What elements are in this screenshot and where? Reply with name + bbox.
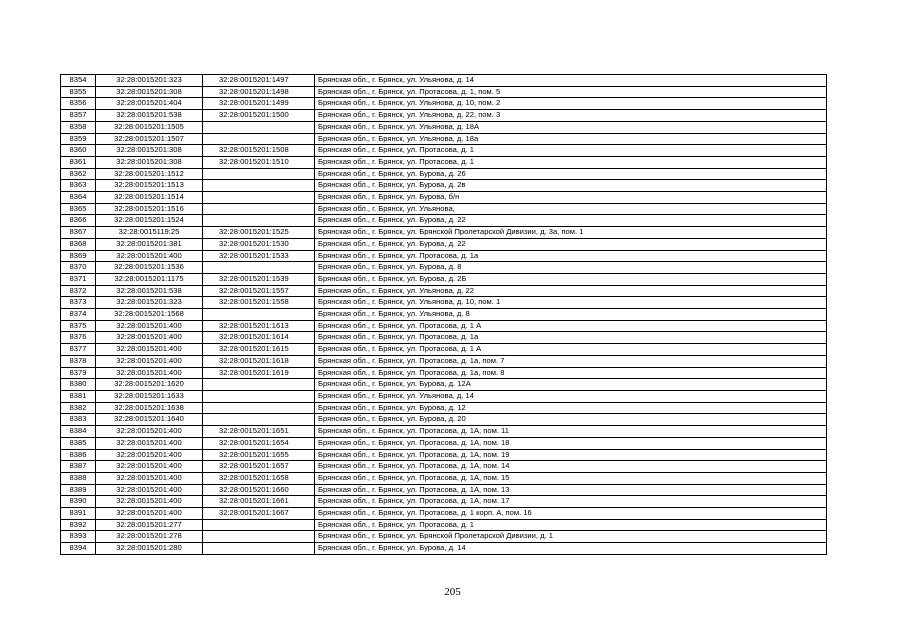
address-cell: Брянская обл., г. Брянск, ул. Ульянова, д. 18А (315, 121, 827, 133)
table-row (61, 180, 827, 192)
cadastral-number-cell: 32:28:0015201:1516 (96, 203, 203, 215)
table-row (61, 86, 827, 98)
address-cell: Брянская обл., г. Брянск, ул. Протасова, д. 1а (315, 250, 827, 262)
row-number-cell: 8367 (61, 227, 96, 239)
row-number-cell: 8384 (61, 426, 96, 438)
registry-table-body (61, 75, 827, 555)
address-cell: Брянская обл., г. Брянск, ул. Протасова, д. 1А, пом. 19 (315, 449, 827, 461)
row-number-cell: 8380 (61, 379, 96, 391)
related-cadastral-number-cell (203, 180, 315, 192)
related-cadastral-number-cell: 32:28:0015201:1497 (203, 75, 315, 87)
cadastral-number-cell: 32:28:0015201:400 (96, 426, 203, 438)
cadastral-number-cell: 32:28:0015201:400 (96, 484, 203, 496)
table-row (61, 332, 827, 344)
cadastral-number-cell: 32:28:0015201:1633 (96, 390, 203, 402)
row-number-cell: 8382 (61, 402, 96, 414)
related-cadastral-number-cell: 32:28:0015201:1557 (203, 285, 315, 297)
related-cadastral-number-cell (203, 215, 315, 227)
address-cell: Брянская обл., г. Брянск, ул. Бурова, д. 12А (315, 379, 827, 391)
table-row (61, 355, 827, 367)
row-number-cell: 8381 (61, 390, 96, 402)
row-number-cell: 8371 (61, 273, 96, 285)
address-cell: Брянская обл., г. Брянск, ул. Бурова, д. 12 (315, 402, 827, 414)
cadastral-number-cell: 32:28:0015201:381 (96, 238, 203, 250)
row-number-cell: 8376 (61, 332, 96, 344)
row-number-cell: 8360 (61, 145, 96, 157)
related-cadastral-number-cell: 32:28:0015201:1530 (203, 238, 315, 250)
table-row (61, 484, 827, 496)
row-number-cell: 8366 (61, 215, 96, 227)
related-cadastral-number-cell: 32:28:0015201:1613 (203, 320, 315, 332)
row-number-cell: 8391 (61, 508, 96, 520)
table-row (61, 133, 827, 145)
related-cadastral-number-cell (203, 414, 315, 426)
row-number-cell: 8373 (61, 297, 96, 309)
address-cell: Брянская обл., г. Брянск, ул. Протасова, д. 1А, пом. 11 (315, 426, 827, 438)
table-row (61, 121, 827, 133)
cadastral-number-cell: 32:28:0015201:400 (96, 250, 203, 262)
row-number-cell: 8368 (61, 238, 96, 250)
table-row (61, 145, 827, 157)
table-row (61, 543, 827, 555)
row-number-cell: 8383 (61, 414, 96, 426)
table-row (61, 285, 827, 297)
table-row (61, 192, 827, 204)
related-cadastral-number-cell (203, 203, 315, 215)
table-row (61, 320, 827, 332)
cadastral-registry-table (60, 74, 827, 555)
related-cadastral-number-cell (203, 543, 315, 555)
address-cell: Брянская обл., г. Брянск, ул. Протасова, д. 1А, пом. 15 (315, 472, 827, 484)
row-number-cell: 8362 (61, 168, 96, 180)
related-cadastral-number-cell: 32:28:0015201:1657 (203, 461, 315, 473)
row-number-cell: 8354 (61, 75, 96, 87)
address-cell: Брянская обл., г. Брянск, ул. Протасова, д. 1 корп. А, пом. 16 (315, 508, 827, 520)
table-row (61, 98, 827, 110)
address-cell: Брянская обл., г. Брянск, ул. Бурова, д. 20 (315, 414, 827, 426)
address-cell: Брянская обл., г. Брянск, ул. Протасова, д. 1а (315, 332, 827, 344)
address-cell: Брянская обл., г. Брянск, ул. Бурова, д. 2Б (315, 273, 827, 285)
table-row (61, 508, 827, 520)
address-cell: Брянская обл., г. Брянск, ул. Протасова, д. 1 (315, 519, 827, 531)
related-cadastral-number-cell: 32:28:0015201:1654 (203, 437, 315, 449)
address-cell: Брянская обл., г. Брянск, ул. Бурова, д. 22 (315, 215, 827, 227)
related-cadastral-number-cell (203, 402, 315, 414)
cadastral-number-cell: 32:28:0015201:1640 (96, 414, 203, 426)
row-number-cell: 8357 (61, 110, 96, 122)
cadastral-number-cell: 32:28:0015201:1505 (96, 121, 203, 133)
row-number-cell: 8374 (61, 309, 96, 321)
address-cell: Брянская обл., г. Брянск, ул. Протасова, д. 1, пом. 5 (315, 86, 827, 98)
cadastral-number-cell: 32:28:0015201:1620 (96, 379, 203, 391)
row-number-cell: 8393 (61, 531, 96, 543)
table-row (61, 531, 827, 543)
cadastral-number-cell: 32:28:0015201:400 (96, 355, 203, 367)
related-cadastral-number-cell (203, 168, 315, 180)
related-cadastral-number-cell: 32:28:0015201:1618 (203, 355, 315, 367)
table-row (61, 496, 827, 508)
address-cell: Брянская обл., г. Брянск, ул. Бурова, д. 26 (315, 168, 827, 180)
cadastral-number-cell: 32:28:0015201:538 (96, 110, 203, 122)
related-cadastral-number-cell: 32:28:0015201:1660 (203, 484, 315, 496)
related-cadastral-number-cell: 32:28:0015201:1500 (203, 110, 315, 122)
row-number-cell: 8378 (61, 355, 96, 367)
address-cell: Брянская обл., г. Брянск, ул. Протасова, д. 1А, пом. 18 (315, 437, 827, 449)
cadastral-number-cell: 32:28:0015201:1507 (96, 133, 203, 145)
row-number-cell: 8389 (61, 484, 96, 496)
related-cadastral-number-cell: 32:28:0015201:1619 (203, 367, 315, 379)
row-number-cell: 8375 (61, 320, 96, 332)
row-number-cell: 8370 (61, 262, 96, 274)
table-row (61, 426, 827, 438)
address-cell: Брянская обл., г. Брянск, ул. Протасова, д. 1 А (315, 344, 827, 356)
table-row (61, 390, 827, 402)
cadastral-number-cell: 32:28:0015201:1175 (96, 273, 203, 285)
address-cell: Брянская обл., г. Брянск, ул. Ульянова, д. 22 (315, 285, 827, 297)
cadastral-number-cell: 32:28:0015201:1568 (96, 309, 203, 321)
table-row (61, 238, 827, 250)
table-row (61, 156, 827, 168)
cadastral-number-cell: 32:28:0015201:400 (96, 332, 203, 344)
related-cadastral-number-cell (203, 262, 315, 274)
address-cell: Брянская обл., г. Брянск, ул. Брянской Пролетарской Дивизии, д. 1 (315, 531, 827, 543)
row-number-cell: 8379 (61, 367, 96, 379)
address-cell: Брянская обл., г. Брянск, ул. Протасова, д. 1А, пом. 17 (315, 496, 827, 508)
related-cadastral-number-cell: 32:28:0015201:1539 (203, 273, 315, 285)
table-row (61, 273, 827, 285)
cadastral-number-cell: 32:28:0015201:400 (96, 472, 203, 484)
row-number-cell: 8369 (61, 250, 96, 262)
table-row (61, 297, 827, 309)
page-number: 205 (444, 586, 461, 598)
related-cadastral-number-cell (203, 133, 315, 145)
related-cadastral-number-cell: 32:28:0015201:1508 (203, 145, 315, 157)
address-cell: Брянская обл., г. Брянск, ул. Протасова, д. 1 А (315, 320, 827, 332)
cadastral-number-cell: 32:28:0015201:1514 (96, 192, 203, 204)
table-row (61, 215, 827, 227)
row-number-cell: 8377 (61, 344, 96, 356)
row-number-cell: 8365 (61, 203, 96, 215)
address-cell: Брянская обл., г. Брянск, ул. Бурова, д. 14 (315, 543, 827, 555)
related-cadastral-number-cell: 32:28:0015201:1498 (203, 86, 315, 98)
table-row (61, 461, 827, 473)
related-cadastral-number-cell (203, 309, 315, 321)
related-cadastral-number-cell: 32:28:0015201:1614 (203, 332, 315, 344)
cadastral-number-cell: 32:28:0015201:308 (96, 156, 203, 168)
cadastral-number-cell: 32:28:0015201:280 (96, 543, 203, 555)
row-number-cell: 8385 (61, 437, 96, 449)
row-number-cell: 8355 (61, 86, 96, 98)
table-row (61, 449, 827, 461)
address-cell: Брянская обл., г. Брянск, ул. Ульянова, д. 18а (315, 133, 827, 145)
cadastral-number-cell: 32:28:0015119:25 (96, 227, 203, 239)
related-cadastral-number-cell: 32:28:0015201:1661 (203, 496, 315, 508)
address-cell: Брянская обл., г. Брянск, ул. Протасова, д. 1а, пом. 7 (315, 355, 827, 367)
cadastral-number-cell: 32:28:0015201:323 (96, 297, 203, 309)
cadastral-number-cell: 32:28:0015201:1513 (96, 180, 203, 192)
cadastral-number-cell: 32:28:0015201:1524 (96, 215, 203, 227)
cadastral-number-cell: 32:28:0015201:277 (96, 519, 203, 531)
address-cell: Брянская обл., г. Брянск, ул. Ульянова, д. 10, пом. 1 (315, 297, 827, 309)
cadastral-number-cell: 32:28:0015201:278 (96, 531, 203, 543)
cadastral-number-cell: 32:28:0015201:323 (96, 75, 203, 87)
cadastral-number-cell: 32:28:0015201:400 (96, 461, 203, 473)
table-row (61, 168, 827, 180)
row-number-cell: 8363 (61, 180, 96, 192)
cadastral-number-cell: 32:28:0015201:404 (96, 98, 203, 110)
address-cell: Брянская обл., г. Брянск, ул. Протасова, д. 1А, пом. 13 (315, 484, 827, 496)
address-cell: Брянская обл., г. Брянск, ул. Протасова, д. 1А, пом. 14 (315, 461, 827, 473)
address-cell: Брянская обл., г. Брянск, ул. Протасова, д. 1 (315, 145, 827, 157)
table-row (61, 519, 827, 531)
table-row (61, 227, 827, 239)
cadastral-number-cell: 32:28:0015201:1512 (96, 168, 203, 180)
table-row (61, 472, 827, 484)
row-number-cell: 8387 (61, 461, 96, 473)
row-number-cell: 8361 (61, 156, 96, 168)
address-cell: Брянская обл., г. Брянск, ул. Бурова, б/н (315, 192, 827, 204)
related-cadastral-number-cell (203, 390, 315, 402)
table-row (61, 262, 827, 274)
related-cadastral-number-cell (203, 121, 315, 133)
address-cell: Брянская обл., г. Брянск, ул. Ульянова, (315, 203, 827, 215)
cadastral-number-cell: 32:28:0015201:400 (96, 367, 203, 379)
row-number-cell: 8364 (61, 192, 96, 204)
table-row (61, 309, 827, 321)
address-cell: Брянская обл., г. Брянск, ул. Ульянова, д. 14 (315, 75, 827, 87)
address-cell: Брянская обл., г. Брянск, ул. Бурова, д. 2в (315, 180, 827, 192)
cadastral-number-cell: 32:28:0015201:1638 (96, 402, 203, 414)
table-row (61, 379, 827, 391)
related-cadastral-number-cell (203, 379, 315, 391)
cadastral-number-cell: 32:28:0015201:400 (96, 437, 203, 449)
table-row (61, 402, 827, 414)
related-cadastral-number-cell: 32:28:0015201:1615 (203, 344, 315, 356)
row-number-cell: 8372 (61, 285, 96, 297)
related-cadastral-number-cell: 32:28:0015201:1525 (203, 227, 315, 239)
related-cadastral-number-cell: 32:28:0015201:1655 (203, 449, 315, 461)
related-cadastral-number-cell: 32:28:0015201:1667 (203, 508, 315, 520)
table-row (61, 203, 827, 215)
address-cell: Брянская обл., г. Брянск, ул. Ульянова, д. 10, пом. 2 (315, 98, 827, 110)
table-row (61, 250, 827, 262)
related-cadastral-number-cell: 32:28:0015201:1558 (203, 297, 315, 309)
table-row (61, 110, 827, 122)
cadastral-number-cell: 32:28:0015201:400 (96, 496, 203, 508)
cadastral-number-cell: 32:28:0015201:400 (96, 449, 203, 461)
row-number-cell: 8358 (61, 121, 96, 133)
row-number-cell: 8390 (61, 496, 96, 508)
table-row (61, 367, 827, 379)
row-number-cell: 8386 (61, 449, 96, 461)
cadastral-number-cell: 32:28:0015201:400 (96, 320, 203, 332)
registry-table-container (60, 74, 826, 555)
row-number-cell: 8394 (61, 543, 96, 555)
cadastral-number-cell: 32:28:0015201:400 (96, 344, 203, 356)
address-cell: Брянская обл., г. Брянск, ул. Бурова, д. 22 (315, 238, 827, 250)
cadastral-number-cell: 32:28:0015201:1536 (96, 262, 203, 274)
table-row (61, 344, 827, 356)
table-row (61, 75, 827, 87)
table-row (61, 437, 827, 449)
row-number-cell: 8388 (61, 472, 96, 484)
cadastral-number-cell: 32:28:0015201:538 (96, 285, 203, 297)
address-cell: Брянская обл., г. Брянск, ул. Бурова, д. 8 (315, 262, 827, 274)
related-cadastral-number-cell: 32:28:0015201:1499 (203, 98, 315, 110)
related-cadastral-number-cell: 32:28:0015201:1510 (203, 156, 315, 168)
row-number-cell: 8359 (61, 133, 96, 145)
table-row (61, 414, 827, 426)
related-cadastral-number-cell (203, 192, 315, 204)
row-number-cell: 8392 (61, 519, 96, 531)
address-cell: Брянская обл., г. Брянск, ул. Ульянова, д. 22, пом. 3 (315, 110, 827, 122)
address-cell: Брянская обл., г. Брянск, ул. Брянской Пролетарской Дивизии, д. 3а, пом. 1 (315, 227, 827, 239)
cadastral-number-cell: 32:28:0015201:308 (96, 86, 203, 98)
address-cell: Брянская обл., г. Брянск, ул. Протасова, д. 1а, пом. 8 (315, 367, 827, 379)
related-cadastral-number-cell: 32:28:0015201:1533 (203, 250, 315, 262)
related-cadastral-number-cell: 32:28:0015201:1658 (203, 472, 315, 484)
related-cadastral-number-cell (203, 531, 315, 543)
related-cadastral-number-cell: 32:28:0015201:1651 (203, 426, 315, 438)
row-number-cell: 8356 (61, 98, 96, 110)
address-cell: Брянская обл., г. Брянск, ул. Ульянова, д. 8 (315, 309, 827, 321)
address-cell: Брянская обл., г. Брянск, ул. Протасова, д. 1 (315, 156, 827, 168)
address-cell: Брянская обл., г. Брянск, ул. Ульянова, д. 14 (315, 390, 827, 402)
related-cadastral-number-cell (203, 519, 315, 531)
cadastral-number-cell: 32:28:0015201:400 (96, 508, 203, 520)
cadastral-number-cell: 32:28:0015201:308 (96, 145, 203, 157)
